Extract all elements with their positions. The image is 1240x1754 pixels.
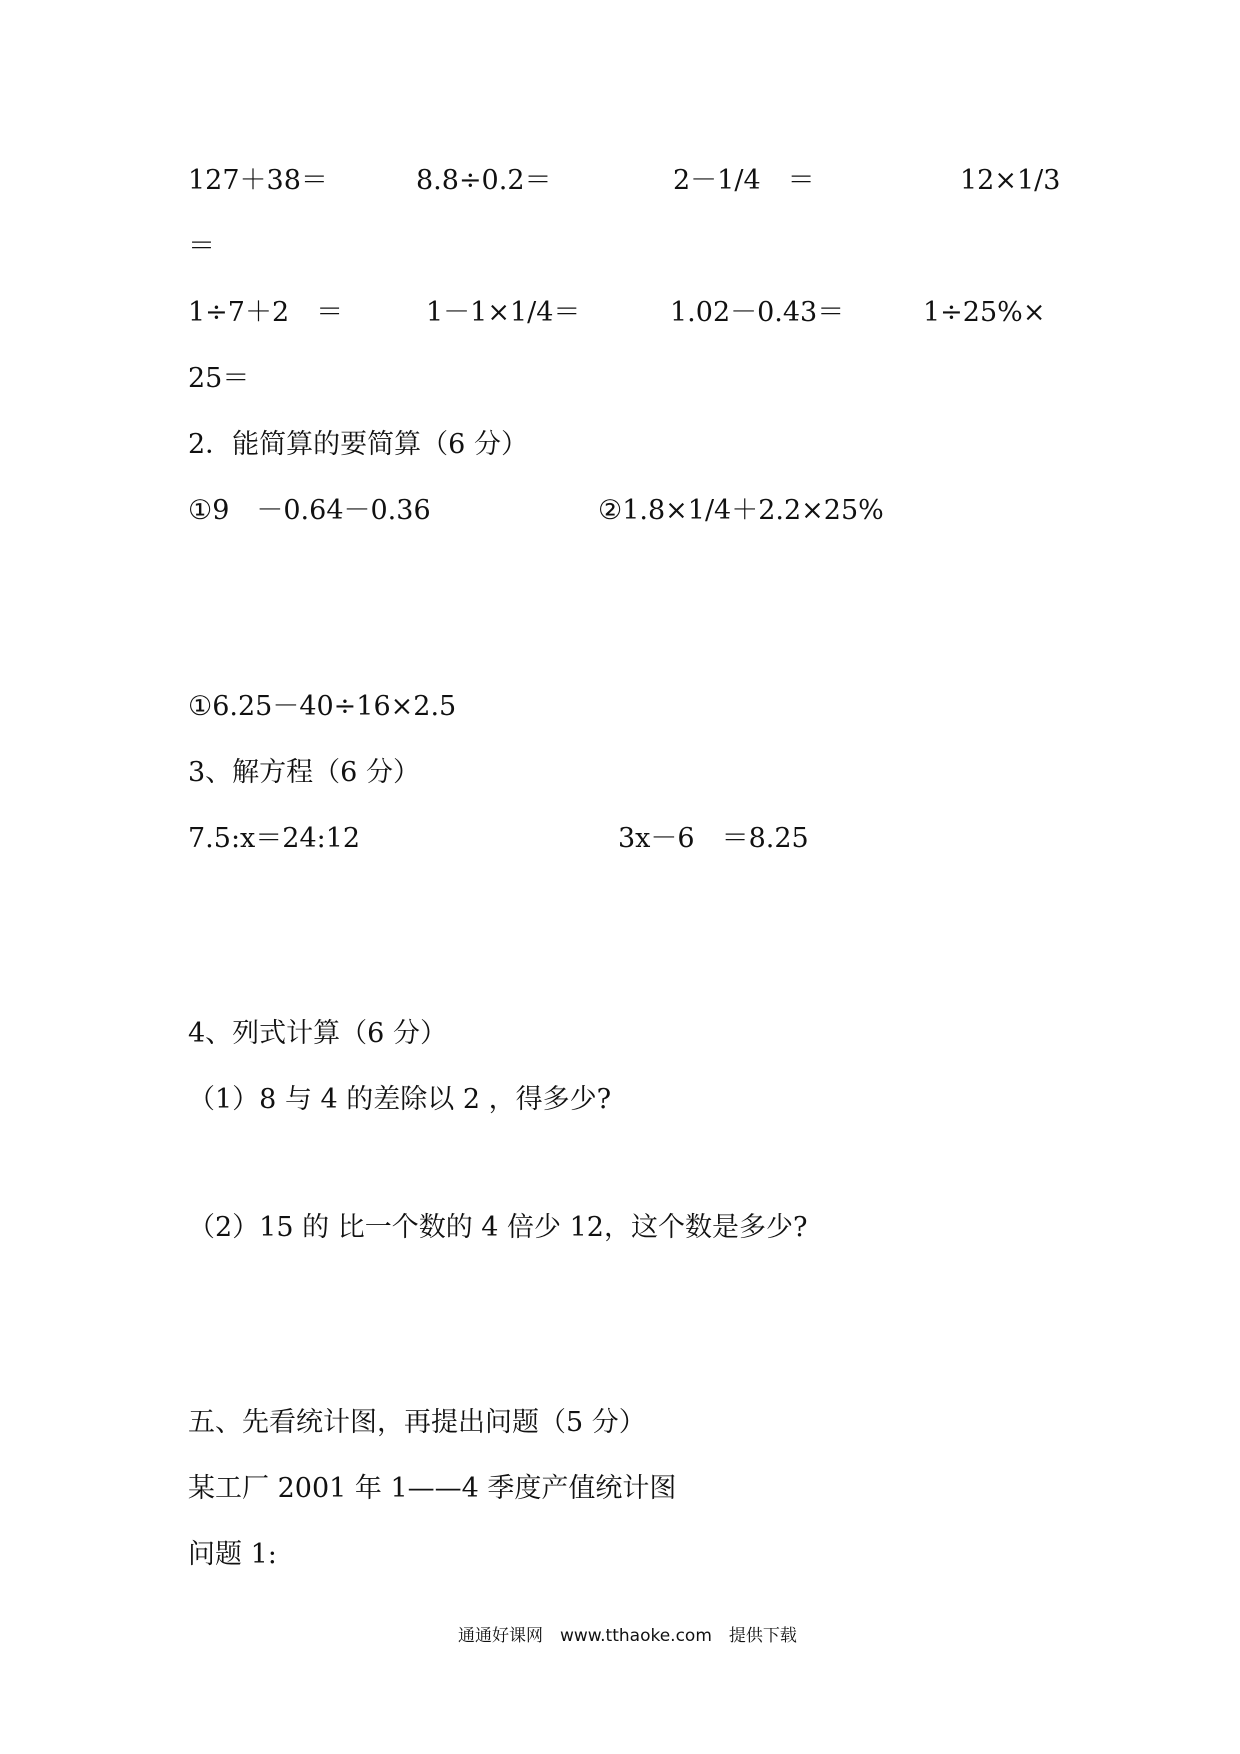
oral-row-2-wrap: 25＝ (188, 363, 250, 394)
oral-item: 2－1/4 ＝ (673, 165, 815, 196)
section-5-heading: 五、先看统计图，再提出问题（5 分） (188, 1407, 646, 1438)
equation-1: 7.5:x＝24:12 (188, 823, 361, 854)
oral-item: 1÷7＋2 ＝ (188, 297, 344, 328)
oral-item: 12×1/3 (960, 165, 1061, 196)
oral-item: 127＋38＝ (188, 165, 328, 196)
oral-row-1-wrap: ＝ (188, 231, 215, 262)
chart-title: 某工厂 2001 年 1——4 季度产值统计图 (188, 1473, 677, 1504)
oral-item: 1÷25%× (923, 297, 1046, 328)
page-footer: 通通好课网 www.tthaoke.com 提供下载 (458, 1626, 797, 1646)
section-2-heading: 2．能简算的要简算（6 分） (188, 429, 528, 460)
section-3-heading: 3、解方程（6 分） (188, 757, 420, 788)
word-problem-2: （2）15 的 比一个数的 4 倍少 12，这个数是多少? (188, 1212, 808, 1243)
word-problem-1: （1）8 与 4 的差除以 2 ，得多少? (188, 1084, 612, 1115)
oral-item: 8.8÷0.2＝ (416, 165, 552, 196)
section-4-heading: 4、列式计算（6 分） (188, 1018, 447, 1049)
simplify-item-2: ②1.8×1/4＋2.2×25% (598, 495, 884, 526)
equation-2: 3x－6 ＝8.25 (618, 823, 809, 854)
simplify-item-1: ①9 －0.64－0.36 (188, 495, 431, 526)
oral-item: 1.02－0.43＝ (670, 297, 845, 328)
question-1-label: 问题 1: (188, 1539, 277, 1570)
oral-item: 1－1×1/4＝ (426, 297, 581, 328)
simplify-item-3: ①6.25－40÷16×2.5 (188, 691, 457, 722)
